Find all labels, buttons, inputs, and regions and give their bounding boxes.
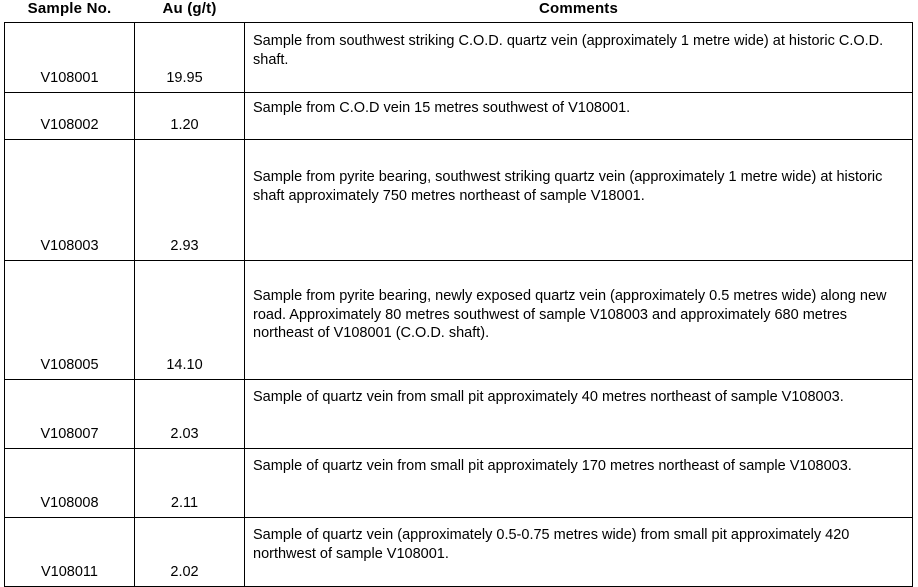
column-header-sample-no: Sample No. [27,0,112,17]
cell-sample-no: V108001 [5,23,135,93]
column-header-comments: Comments [538,0,619,17]
cell-au: 2.93 [135,140,245,261]
cell-sample-no: V108002 [5,93,135,140]
table-row [5,518,913,587]
table-body [5,23,913,587]
cell-comments: Sample of quartz vein from small pit approximately 170 metres northeast of sample V108003. [245,449,913,518]
cell-au: 14.10 [135,261,245,380]
cell-comments: Sample of quartz vein (approximately 0.5-0.75 metres wide) from small pit approximately 420 northwest of sample V108001. [245,518,913,587]
table-row [5,93,913,140]
cell-comments: Sample from pyrite bearing, southwest striking quartz vein (approximately 1 metre wide) at historic shaft approximately 750 metres northeast of sample V18001. [245,140,913,261]
table-row [5,23,913,93]
cell-sample-no: V108007 [5,380,135,449]
cell-comments: Sample from pyrite bearing, newly exposed quartz vein (approximately 0.5 metres wide) along new road. Approximately 80 metres southwest of sample V108003 and approximately 680 metres northeast of V108001 (C.O.D. shaft). [245,261,913,380]
table-row [5,449,913,518]
assay-results-table [4,0,913,587]
table-row [5,380,913,449]
table-row [5,140,913,261]
cell-au: 2.11 [135,449,245,518]
cell-comments: Sample of quartz vein from small pit approximately 40 metres northeast of sample V108003. [245,380,913,449]
cell-comments: Sample from southwest striking C.O.D. quartz vein (approximately 1 metre wide) at historic C.O.D. shaft. [245,23,913,93]
cell-sample-no: V108008 [5,449,135,518]
cell-sample-no: V108003 [5,140,135,261]
cell-au: 1.20 [135,93,245,140]
cell-comments: Sample from C.O.D vein 15 metres southwest of V108001. [245,93,913,140]
column-header-au: Au (g/t) [162,0,217,17]
cell-au: 19.95 [135,23,245,93]
table-header [5,0,913,23]
table-row [5,261,913,380]
cell-sample-no: V108005 [5,261,135,380]
header-row [5,0,913,23]
cell-au: 2.02 [135,518,245,587]
cell-au: 2.03 [135,380,245,449]
cell-sample-no: V108011 [5,518,135,587]
